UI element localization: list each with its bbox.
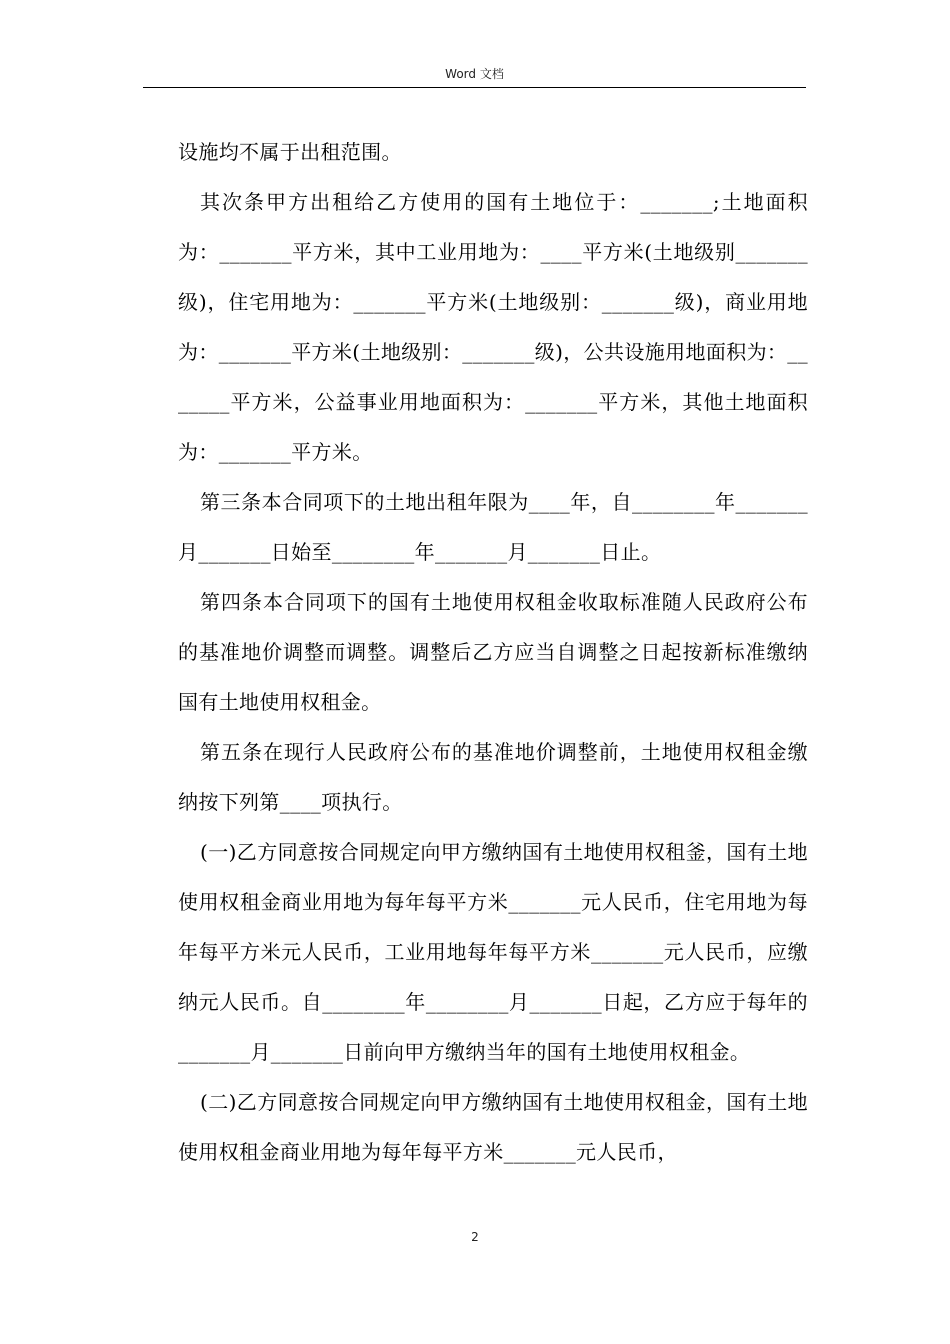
paragraph-article-3: 第三条本合同项下的土地出租年限为____年，自________年_______月_______日始至________年_______月_______日止。 xyxy=(178,490,808,564)
paragraph-article-4: 第四条本合同项下的国有土地使用权租金收取标准随人民政府公布的基准地价调整而调整。调整后乙方应当自调整之日起按新标准缴纳国有土地使用权租金。 xyxy=(178,590,808,714)
paragraph-option-2: (二)乙方同意按合同规定向甲方缴纳国有土地使用权租金，国有土地使用权租金商业用地为每年每平方米_______元人民币， xyxy=(178,1090,808,1164)
paragraph-continuation: 设施均不属于出租范围。 xyxy=(178,140,402,164)
page-header: Word 文档 xyxy=(445,67,504,81)
header-divider xyxy=(143,87,806,88)
document-body xyxy=(178,127,808,1177)
paragraph-article-5: 第五条在现行人民政府公布的基准地价调整前，土地使用权租金缴纳按下列第____项执行。 xyxy=(178,740,808,814)
paragraph-option-1: (一)乙方同意按合同规定向甲方缴纳国有土地使用权租釜，国有土地使用权租金商业用地为每年每平方米_______元人民币，住宅用地为每年每平方米元人民币，工业用地每年每平方米_______元人民币，应缴纳元人民币。自________年________月_______日起，乙方应于每年的_______月_______日前向甲方缴纳当年的国有土地使用权租金。 xyxy=(178,840,808,1064)
page-number: 2 xyxy=(471,1230,479,1244)
paragraph-article-2: 其次条甲方出租给乙方使用的国有土地位于：_______;土地面积为：_______平方米，其中工业用地为：____平方米(土地级别_______级)，住宅用地为：_______平方米(土地级别：_______级)，商业用地为：_______平方米(土地级别：_______级)，公共设施用地面积为：_______平方米，公益事业用地面积为：_______平方米，其他土地面积为：_______平方米。 xyxy=(178,190,808,464)
